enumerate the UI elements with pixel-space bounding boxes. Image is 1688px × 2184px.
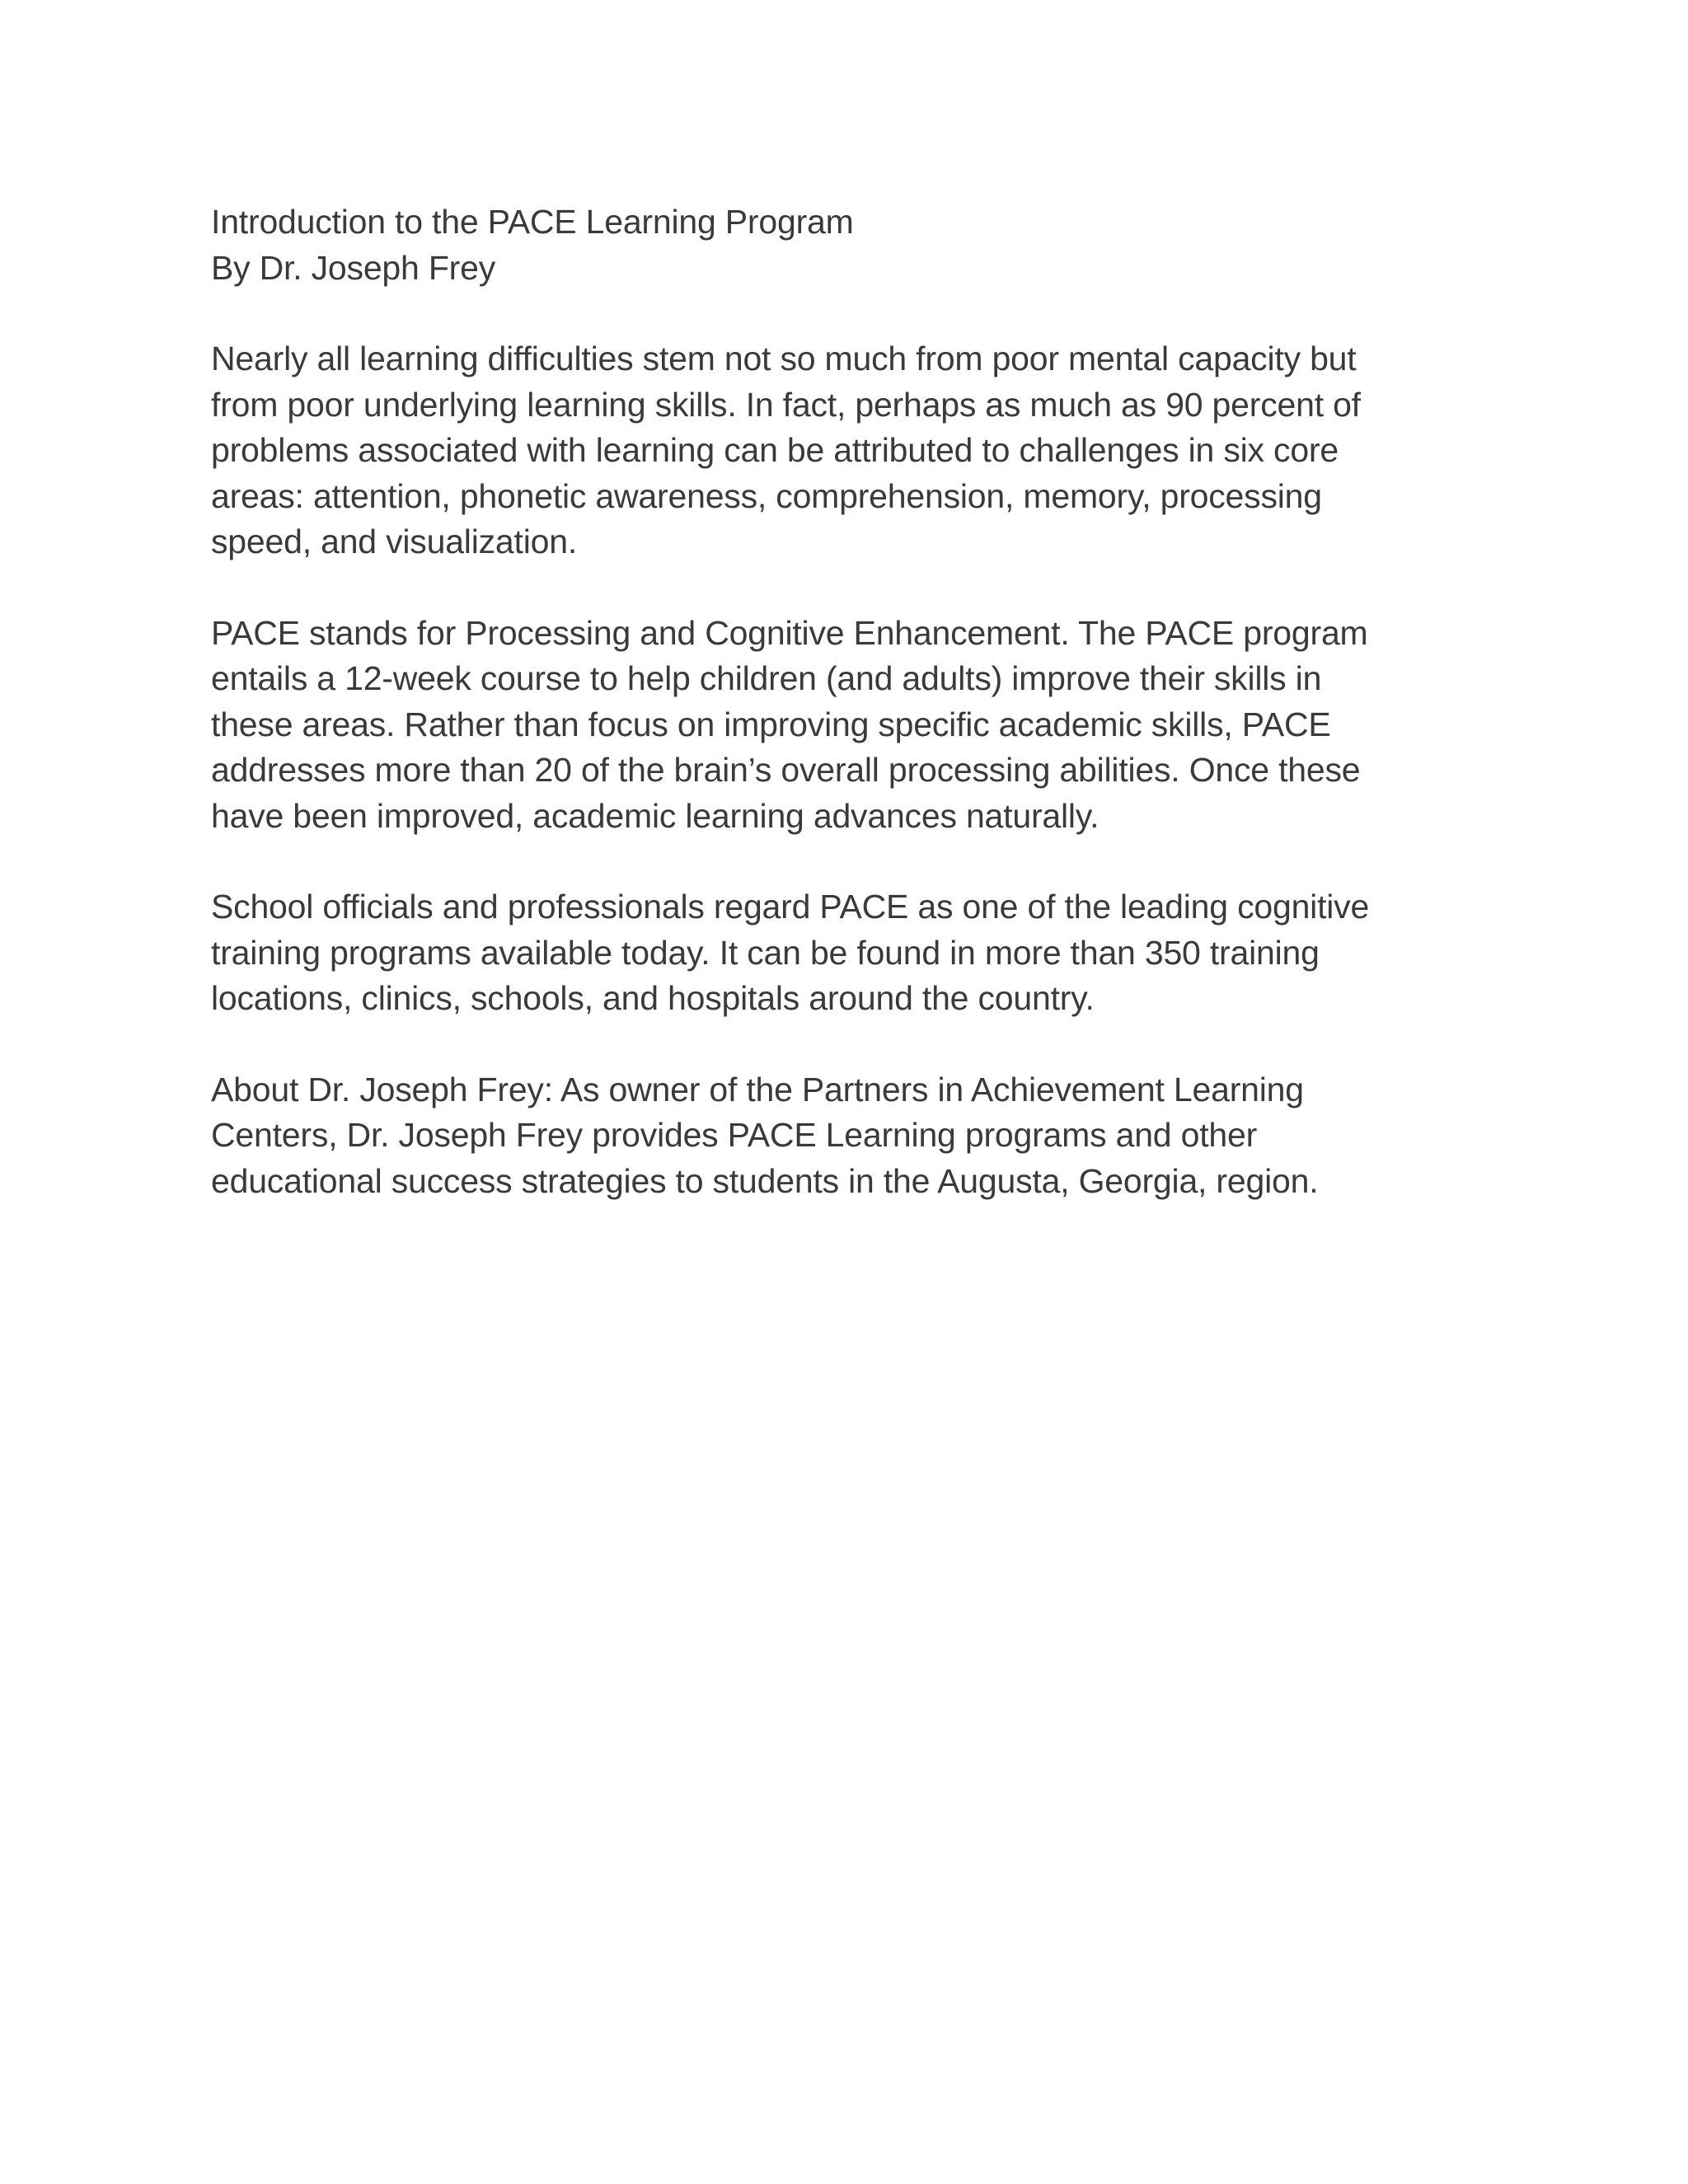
paragraph-about-author — [211, 1067, 1497, 1205]
paragraph-line: these areas. Rather than focus on improving specific academic skills, PACE — [211, 705, 1331, 743]
paragraph-line: School officials and professionals regard PACE as one of the leading cognitive — [211, 888, 1370, 926]
paragraph-line: addresses more than 20 of the brain’s overall processing abilities. Once these — [211, 751, 1361, 789]
paragraph-line: problems associated with learning can be attributed to challenges in six core — [211, 431, 1339, 469]
paragraph-reputation — [211, 884, 1497, 1022]
paragraph-line: speed, and visualization. — [211, 523, 578, 560]
paragraph-line: entails a 12-week course to help children (and adults) improve their skills in — [211, 659, 1322, 697]
paragraph-line: areas: attention, phonetic awareness, comprehension, memory, processing — [211, 476, 1322, 515]
paragraph-line: PACE stands for Processing and Cognitive Enhancement. The PACE program — [211, 613, 1368, 652]
document-body — [211, 199, 1497, 1249]
paragraph-line: locations, clinics, schools, and hospitals around the country. — [211, 979, 1095, 1017]
paragraph-intro — [211, 336, 1497, 565]
paragraph-line: training programs available today. It can be found in more than 350 training — [211, 933, 1320, 972]
paragraph-line: have been improved, academic learning advances naturally. — [211, 796, 1100, 835]
paragraph-line: from poor underlying learning skills. In fact, perhaps as much as 90 percent of — [211, 385, 1361, 424]
document-header — [211, 199, 1497, 291]
document-title: Introduction to the PACE Learning Program — [211, 203, 854, 241]
paragraph-line: Nearly all learning difficulties stem not so much from poor mental capacity but — [211, 340, 1357, 377]
paragraph-line: educational success strategies to students in the Augusta, Georgia, region. — [211, 1161, 1319, 1200]
paragraph-pace-definition — [211, 611, 1497, 840]
paragraph-line: About Dr. Joseph Frey: As owner of the Partners in Achievement Learning — [211, 1070, 1304, 1108]
paragraph-line: Centers, Dr. Joseph Frey provides PACE Learning programs and other — [211, 1116, 1258, 1154]
document-byline: By Dr. Joseph Frey — [211, 248, 496, 287]
